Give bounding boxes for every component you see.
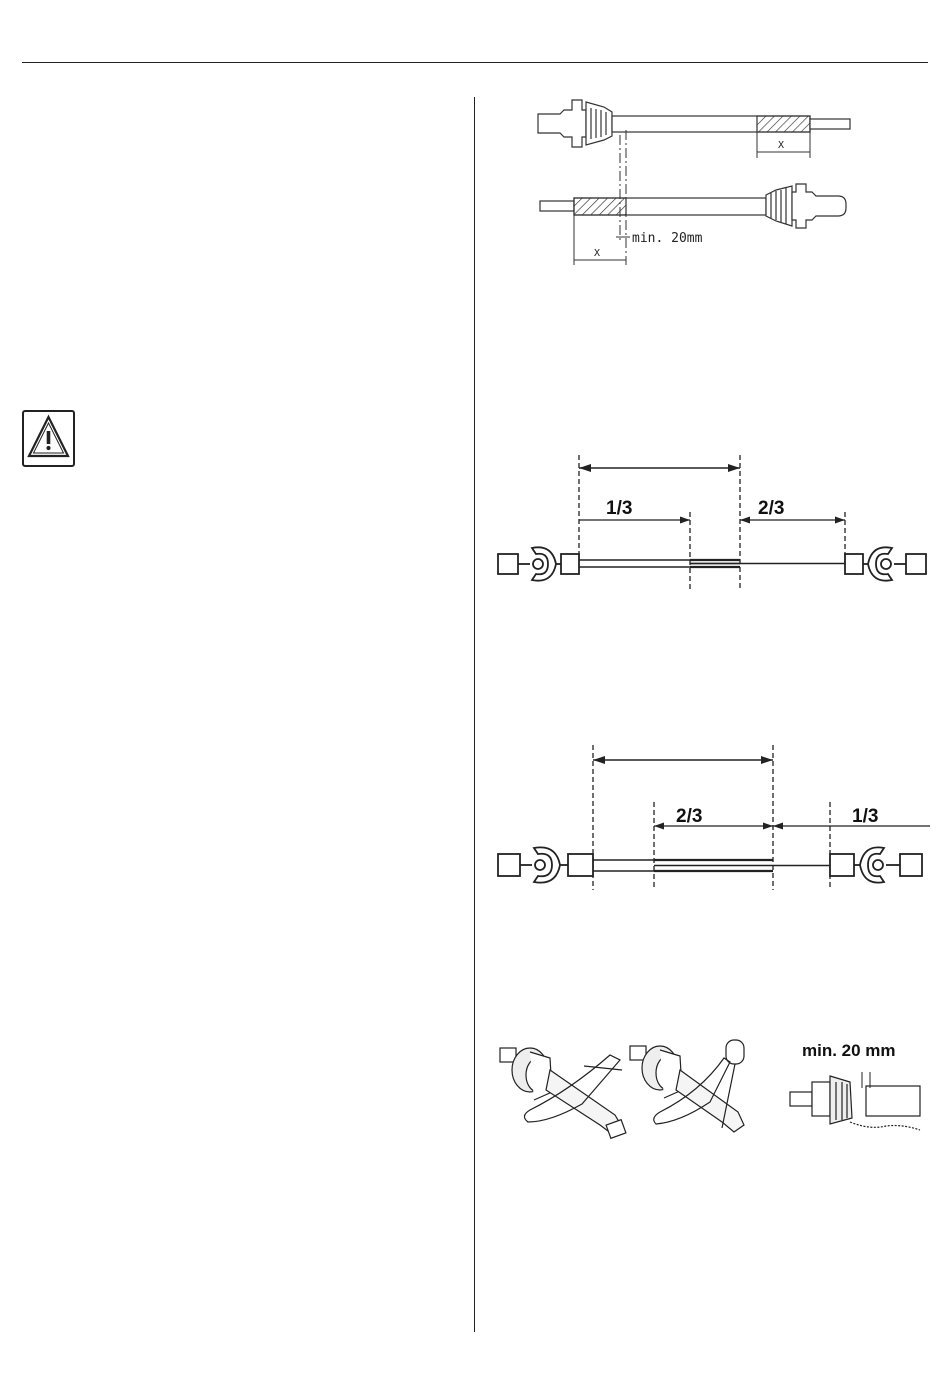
guard-assembly-left <box>500 1048 626 1138</box>
left-joint <box>498 547 579 580</box>
upper-shaft-half <box>538 100 850 147</box>
header-rule <box>22 62 928 63</box>
figure-shaft-overlap <box>520 90 870 270</box>
warning-box <box>22 410 75 467</box>
label-min-20mm: min. 20mm <box>632 231 703 246</box>
left-joint <box>498 847 593 882</box>
shaft-end-detail <box>790 1072 920 1130</box>
right-joint <box>845 547 926 580</box>
label-two-thirds: 2/3 <box>758 498 785 519</box>
column-divider <box>474 97 475 1332</box>
figure-safety-chain <box>490 1030 930 1150</box>
label-one-third: 1/3 <box>606 498 633 519</box>
label-one-third: 1/3 <box>852 806 879 827</box>
guard-assembly-middle <box>630 1040 744 1132</box>
lower-shaft-half <box>540 184 846 228</box>
label-x-bottom: X <box>594 248 601 259</box>
warning-triangle-icon <box>24 412 73 465</box>
figure-length-one-third <box>490 450 940 595</box>
figure-length-two-thirds <box>490 740 940 895</box>
label-two-thirds: 2/3 <box>676 806 703 827</box>
label-min-20-mm: min. 20 mm <box>802 1041 896 1060</box>
right-joint <box>830 847 922 882</box>
label-x-top: X <box>778 140 785 151</box>
